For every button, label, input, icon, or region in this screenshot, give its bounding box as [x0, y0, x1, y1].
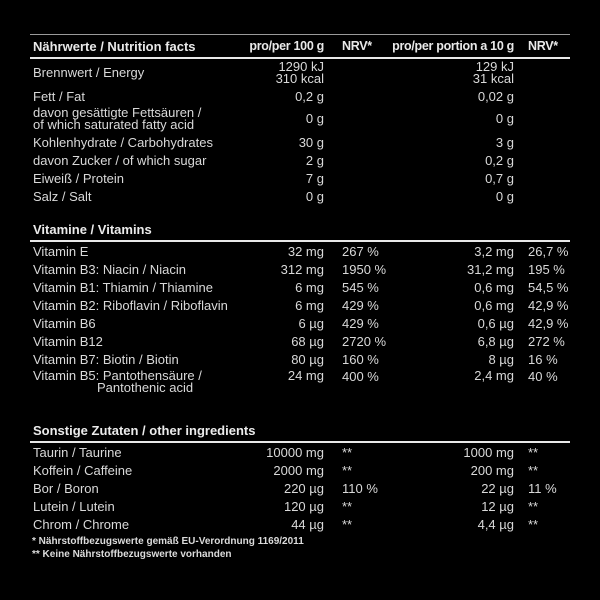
row-label — [30, 446, 244, 459]
row-label — [30, 136, 244, 149]
row-label — [30, 190, 244, 203]
nrv-per-portion: ** — [528, 516, 539, 532]
value-line: 31 kcal — [472, 71, 514, 86]
table-row — [30, 443, 570, 461]
table-header-row — [30, 35, 570, 57]
value-per-portion — [384, 172, 514, 185]
value-per-portion — [384, 317, 514, 330]
row-label — [30, 90, 244, 103]
row-label — [30, 263, 244, 276]
value-line: 6 µg — [298, 315, 324, 331]
nrv-per-100g: 545 % — [342, 279, 379, 295]
value-line: 3 g — [495, 134, 514, 150]
value-line: 7 g — [305, 170, 324, 186]
value-per-100g — [244, 245, 324, 258]
row-label — [30, 500, 244, 513]
nrv-per-100g: 2720 % — [342, 333, 387, 349]
nrv-per-100g: 1950 % — [342, 261, 387, 277]
nrv-per-100g: ** — [342, 516, 353, 532]
value-line: 12 µg — [481, 498, 514, 514]
value-per-portion — [384, 154, 514, 167]
value-per-portion — [384, 110, 514, 126]
value-per-portion — [384, 58, 514, 86]
row-label — [30, 64, 244, 80]
row-label — [30, 299, 244, 312]
value-per-100g — [244, 281, 324, 294]
row-label — [30, 245, 244, 258]
value-line: 1000 mg — [463, 444, 514, 460]
table-row — [30, 350, 570, 368]
value-per-portion — [384, 281, 514, 294]
other-ingredients-section-title: Sonstige Zutaten / other ingredients — [33, 423, 256, 438]
value-per-100g — [244, 335, 324, 348]
row-label-line: Chrom / Chrome — [33, 516, 130, 532]
nrv-per-portion: 195 % — [528, 261, 565, 277]
row-label-line: Vitamin B1: Thiamin / Thiamine — [33, 279, 213, 295]
table-row — [30, 278, 570, 296]
table-row — [30, 314, 570, 332]
nrv-per-portion: 42,9 % — [528, 297, 569, 313]
vitamins-rows-group — [30, 242, 570, 396]
value-line: 31,2 mg — [467, 261, 514, 277]
row-label — [30, 281, 244, 294]
nrv-per-portion: 26,7 % — [528, 243, 569, 259]
nutrition-rows-group — [30, 59, 570, 205]
row-label-line: of which saturated fatty acid — [33, 117, 195, 132]
row-label-line: Lutein / Lutein — [33, 498, 115, 514]
nrv-per-portion: ** — [528, 462, 539, 478]
value-per-100g — [244, 367, 324, 383]
value-line: 22 µg — [481, 480, 514, 496]
value-line: 310 kcal — [275, 71, 324, 86]
value-per-100g — [244, 172, 324, 185]
value-per-100g — [244, 263, 324, 276]
other-ingredients-rows-group — [30, 443, 570, 533]
value-per-100g — [244, 353, 324, 366]
row-label — [30, 154, 244, 167]
value-line: 6 mg — [295, 297, 324, 313]
value-per-100g — [244, 518, 324, 531]
value-line: 6,8 µg — [477, 333, 514, 349]
value-per-100g — [244, 90, 324, 103]
value-line: 0,6 mg — [474, 297, 514, 313]
row-label — [30, 335, 244, 348]
footnote-nrv-regulation: * Nährstoffbezugswerte gemäß EU-Verordnung 1169/2011 — [32, 536, 304, 547]
value-per-portion — [384, 190, 514, 203]
value-per-portion — [384, 446, 514, 459]
row-label — [30, 482, 244, 495]
value-line: 220 µg — [283, 480, 324, 496]
nrv-per-portion: 42,9 % — [528, 315, 569, 331]
table-row — [30, 296, 570, 314]
vitamins-section-title: Vitamine / Vitamins — [33, 222, 152, 237]
value-line: 1290 kJ — [278, 58, 324, 74]
table-row — [30, 87, 570, 105]
nrv-per-100g: 160 % — [342, 351, 379, 367]
header-col-per-100g: pro/per 100 g — [249, 39, 324, 53]
value-line: 68 µg — [291, 333, 324, 349]
value-per-100g — [244, 110, 324, 126]
nrv-per-100g: ** — [342, 462, 353, 478]
nrv-per-100g: 110 % — [342, 480, 378, 496]
table-row — [30, 151, 570, 169]
value-per-portion — [384, 367, 514, 383]
nrv-per-100g: 400 % — [342, 368, 379, 384]
row-label — [30, 518, 244, 531]
row-label-line: davon gesättigte Fettsäuren / — [33, 104, 202, 120]
value-line: 0,7 g — [485, 170, 514, 186]
row-label-line: Bor / Boron — [33, 480, 99, 496]
value-per-portion — [384, 353, 514, 366]
value-per-100g — [244, 299, 324, 312]
table-row — [30, 497, 570, 515]
nrv-per-portion: 40 % — [528, 368, 558, 384]
table-row — [30, 260, 570, 278]
value-per-portion — [384, 500, 514, 513]
row-label — [30, 367, 244, 395]
nrv-per-portion: 16 % — [528, 351, 558, 367]
nrv-per-100g: 429 % — [342, 297, 379, 313]
header-col-nrv-portion: NRV* — [528, 39, 558, 53]
footnote-no-nrv: ** Keine Nährstoffbezugswerte vorhanden — [32, 549, 232, 560]
value-per-100g — [244, 154, 324, 167]
value-per-portion — [384, 90, 514, 103]
header-col-nrv-100g: NRV* — [342, 39, 372, 53]
nrv-per-portion: 54,5 % — [528, 279, 569, 295]
row-label-line: Vitamin B3: Niacin / Niacin — [33, 261, 186, 277]
row-label — [30, 353, 244, 366]
row-label — [30, 464, 244, 477]
value-line: 2000 mg — [273, 462, 324, 478]
nrv-per-100g: 267 % — [342, 243, 379, 259]
nutrition-label-sheet — [30, 0, 570, 561]
value-per-portion — [384, 299, 514, 312]
row-label-line: Fett / Fat — [33, 88, 86, 104]
value-line: 0 g — [495, 110, 514, 126]
table-row — [30, 368, 570, 396]
nrv-per-100g: 429 % — [342, 315, 379, 331]
table-row — [30, 105, 570, 133]
row-label-line: Koffein / Caffeine — [33, 462, 133, 478]
value-line: 24 mg — [287, 367, 324, 383]
value-line: 0,6 µg — [477, 315, 514, 331]
table-row — [30, 187, 570, 205]
value-line: 0,2 g — [295, 88, 324, 104]
value-line: 120 µg — [283, 498, 324, 514]
row-label-line: Vitamin B6 — [33, 315, 96, 331]
value-per-100g — [244, 317, 324, 330]
row-label — [30, 317, 244, 330]
value-line: 312 mg — [280, 261, 324, 277]
row-label-line: Brennwert / Energy — [33, 64, 145, 80]
value-per-100g — [244, 500, 324, 513]
table-row — [30, 461, 570, 479]
nrv-per-100g: ** — [342, 498, 353, 514]
value-line: 2,4 mg — [474, 367, 514, 383]
header-title: Nährwerte / Nutrition facts — [33, 39, 196, 54]
header-col-portion: pro/per portion a 10 g — [392, 39, 514, 53]
value-line: 80 µg — [291, 351, 324, 367]
value-line: 200 mg — [470, 462, 514, 478]
row-label — [30, 172, 244, 185]
row-label-line: Eiweiß / Protein — [33, 170, 125, 186]
row-label-line: Vitamin E — [33, 243, 89, 259]
value-line: 6 mg — [295, 279, 324, 295]
nrv-per-portion: 11 % — [528, 480, 557, 496]
value-per-portion — [384, 335, 514, 348]
value-line: 32 mg — [287, 243, 324, 259]
row-label-line: Vitamin B12 — [33, 333, 103, 349]
row-label-line: Vitamin B5: Pantothensäure / — [33, 367, 202, 383]
value-line: 0,02 g — [477, 88, 514, 104]
nrv-per-portion: ** — [528, 444, 539, 460]
row-label-line: Pantothenic acid — [97, 380, 194, 395]
row-label-line: Salz / Salt — [33, 188, 92, 204]
value-per-100g — [244, 58, 324, 86]
table-row — [30, 59, 570, 87]
value-per-100g — [244, 190, 324, 203]
nrv-per-portion: ** — [528, 498, 539, 514]
value-line: 0 g — [305, 188, 324, 204]
value-per-portion — [384, 518, 514, 531]
table-row — [30, 169, 570, 187]
value-line: 0 g — [495, 188, 514, 204]
value-line: 4,4 µg — [477, 516, 514, 532]
row-label-line: Vitamin B2: Riboflavin / Riboflavin — [33, 297, 228, 313]
table-row — [30, 479, 570, 497]
value-per-100g — [244, 482, 324, 495]
value-line: 0,6 mg — [474, 279, 514, 295]
value-line: 3,2 mg — [474, 243, 514, 259]
value-line: 30 g — [298, 134, 324, 150]
value-line: 129 kJ — [475, 58, 514, 74]
table-row — [30, 242, 570, 260]
value-per-portion — [384, 263, 514, 276]
row-label — [30, 104, 244, 132]
table-row — [30, 133, 570, 151]
nrv-per-portion: 272 % — [528, 333, 565, 349]
nrv-per-100g: ** — [342, 444, 353, 460]
value-per-portion — [384, 482, 514, 495]
value-line: 8 µg — [488, 351, 514, 367]
table-row — [30, 332, 570, 350]
value-line: 10000 mg — [266, 444, 324, 460]
footnotes — [30, 535, 570, 561]
value-per-portion — [384, 464, 514, 477]
value-per-portion — [384, 245, 514, 258]
row-label-line: Kohlenhydrate / Carbohydrates — [33, 134, 213, 150]
row-label-line: davon Zucker / of which sugar — [33, 152, 207, 168]
value-line: 0,2 g — [485, 152, 514, 168]
value-per-100g — [244, 464, 324, 477]
value-line: 44 µg — [291, 516, 324, 532]
value-line: 0 g — [305, 110, 324, 126]
value-per-100g — [244, 136, 324, 149]
row-label-line: Taurin / Taurine — [33, 444, 122, 460]
value-line: 2 g — [305, 152, 324, 168]
value-per-100g — [244, 446, 324, 459]
value-per-portion — [384, 136, 514, 149]
row-label-line: Vitamin B7: Biotin / Biotin — [33, 351, 179, 367]
table-row — [30, 515, 570, 533]
